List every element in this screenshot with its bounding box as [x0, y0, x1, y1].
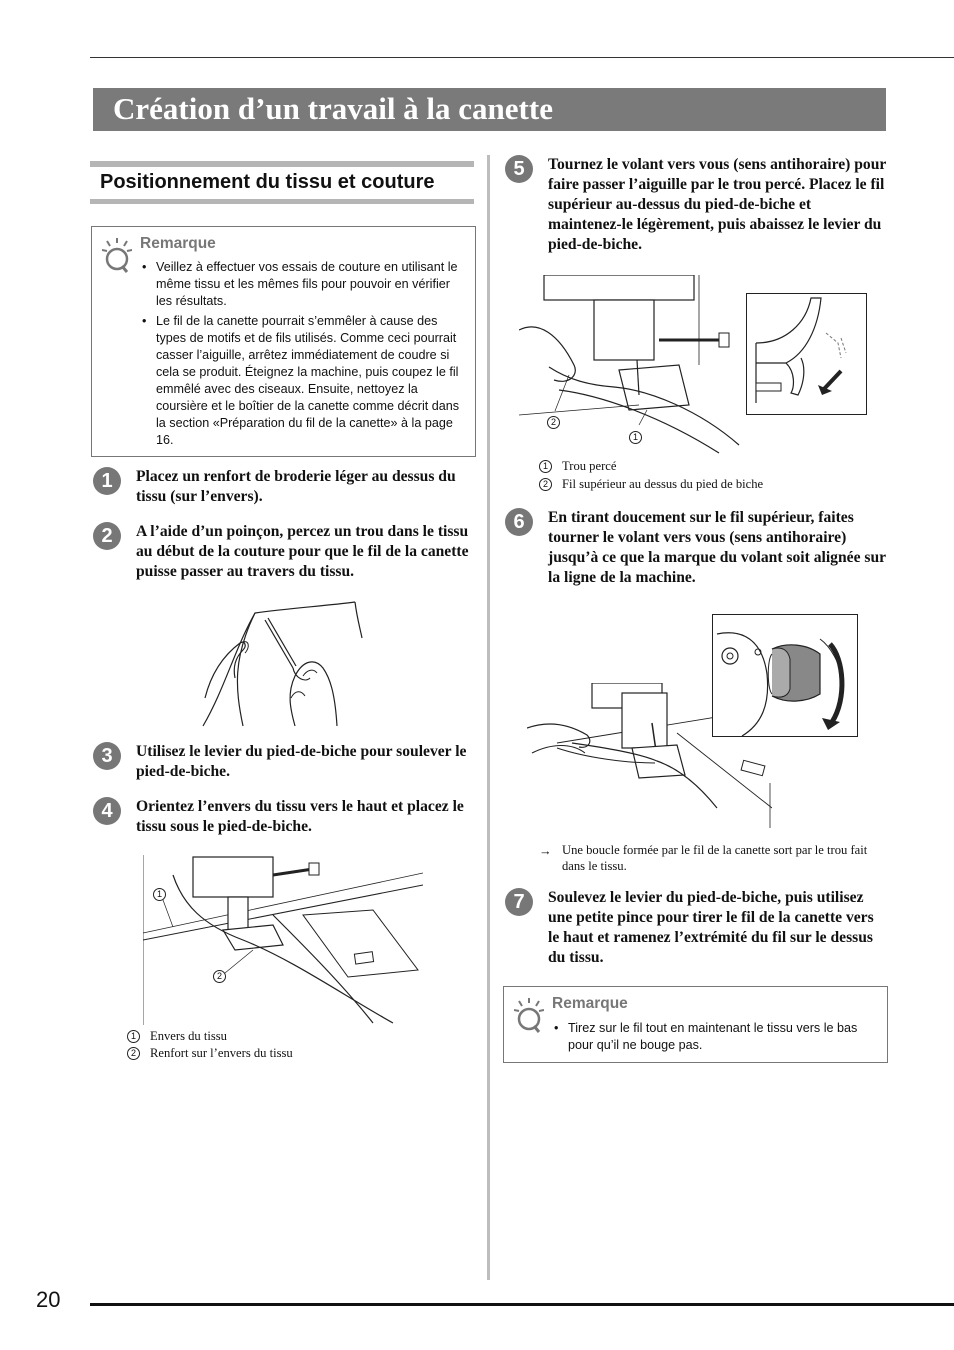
- caption-number: 1: [539, 460, 552, 473]
- punch-illustration: [195, 598, 365, 728]
- note-heading: Remarque: [552, 995, 628, 1012]
- page-title: Création d’un travail à la canette: [113, 91, 553, 126]
- note-box: [91, 226, 476, 457]
- note-list: [554, 1020, 880, 1054]
- note-lightbulb-icon: [102, 237, 132, 273]
- note-list: [142, 259, 468, 449]
- step-text: En tirant doucement sur le fil supérieur, faites tourner le volant vers vous (sens antihoraire) jusqu’à ce que la marque du volant soit alignée sur la ligne de la machine.: [548, 509, 886, 586]
- caption-number: 1: [127, 1030, 140, 1043]
- note-heading: Remarque: [140, 235, 216, 252]
- handwheel-inset-illustration: [712, 614, 858, 737]
- step-text: Tournez le volant vers vous (sens antihoraire) pour faire passer l’aiguille par le trou percé. Placez le fil supérieur au-dessus du pied-de-biche et maintenez-le légèrement, puis abaissez le levier du pied-de-biche.: [548, 156, 887, 253]
- step-text: Utilisez le levier du pied-de-biche pour soulever le pied-de-biche.: [136, 743, 467, 780]
- section-title: Positionnement du tissu et couture: [100, 171, 435, 193]
- figure-caption: [539, 476, 763, 493]
- step-number: 4: [93, 797, 121, 825]
- result-text: Une boucle formée par le fil de la canette sort par le trou fait dans le tissu.: [562, 843, 868, 873]
- presser-foot-illustration: [143, 855, 423, 1025]
- step-text: Placez un renfort de broderie léger au dessus du tissu (sur l’envers).: [136, 468, 456, 505]
- note-box: [503, 986, 888, 1063]
- callout-number: 1: [153, 888, 166, 901]
- note-lightbulb-icon: [514, 997, 544, 1033]
- step-text: A l’aide d’un poinçon, percez un trou dans le tissu au début de la couture pour que le fil de la canette puisse passer au travers du tissu.: [136, 523, 469, 580]
- caption-text: Trou percé: [562, 459, 617, 473]
- step-number: 5: [505, 155, 533, 183]
- callout-number: 2: [547, 416, 560, 429]
- step-number: 1: [93, 467, 121, 495]
- step-number: 3: [93, 742, 121, 770]
- caption-text: Fil supérieur au dessus du pied de biche: [562, 477, 764, 491]
- page-number: 20: [36, 1287, 61, 1312]
- column-divider: [487, 155, 490, 1280]
- callout-number: 1: [629, 431, 642, 444]
- figure-caption: [127, 1028, 227, 1045]
- step-number: 6: [505, 508, 533, 536]
- result-note: [539, 842, 884, 874]
- caption-text: Envers du tissu: [150, 1029, 227, 1043]
- caption-text: Renfort sur l’envers du tissu: [150, 1046, 293, 1060]
- header-rule: [90, 57, 954, 58]
- callout-number: 2: [213, 970, 226, 983]
- note-item: • Le fil de la canette pourrait s’emmêler à cause des types de motifs et de fils utilisés. Comme ceci pourrait casser l’aiguille, arrêtez immédiatement de coudre si cela se produit. Éteignez la machine, puis coupez le fil emmêlé avec des ciseaux. Ensuite, nettoyez la coursière et le boîtier de la canette comme décrit dans la section «Préparation du fil de la canette» à la page 16.: [142, 313, 468, 449]
- note-item: • Tirez sur le fil tout en maintenant le tissu vers le bas pour qu’il ne bouge pas.: [554, 1020, 880, 1054]
- footer-rule: [90, 1303, 954, 1306]
- step-text: Soulevez le levier du pied-de-biche, puis utilisez une petite pince pour tirer le fil de la canette vers le haut et ramenez l’extrémité du fil sur le dessus du tissu.: [548, 889, 874, 966]
- step-text: Orientez l’envers du tissu vers le haut et placez le tissu sous le pied-de-biche.: [136, 798, 464, 835]
- step-number: 7: [505, 888, 533, 916]
- caption-number: 2: [127, 1047, 140, 1060]
- lever-inset-illustration: [746, 293, 867, 415]
- figure-caption: [127, 1045, 293, 1062]
- caption-number: 2: [539, 478, 552, 491]
- note-item: • Veillez à effectuer vos essais de couture en utilisant le même tissu et les mêmes fils pour pouvoir en vérifier les résultats.: [142, 259, 468, 310]
- arrow-icon: →: [539, 844, 552, 858]
- figure-caption: [539, 458, 616, 475]
- section-bar-top: [90, 161, 474, 167]
- step-number: 2: [93, 522, 121, 550]
- section-bar-bottom: [90, 199, 474, 204]
